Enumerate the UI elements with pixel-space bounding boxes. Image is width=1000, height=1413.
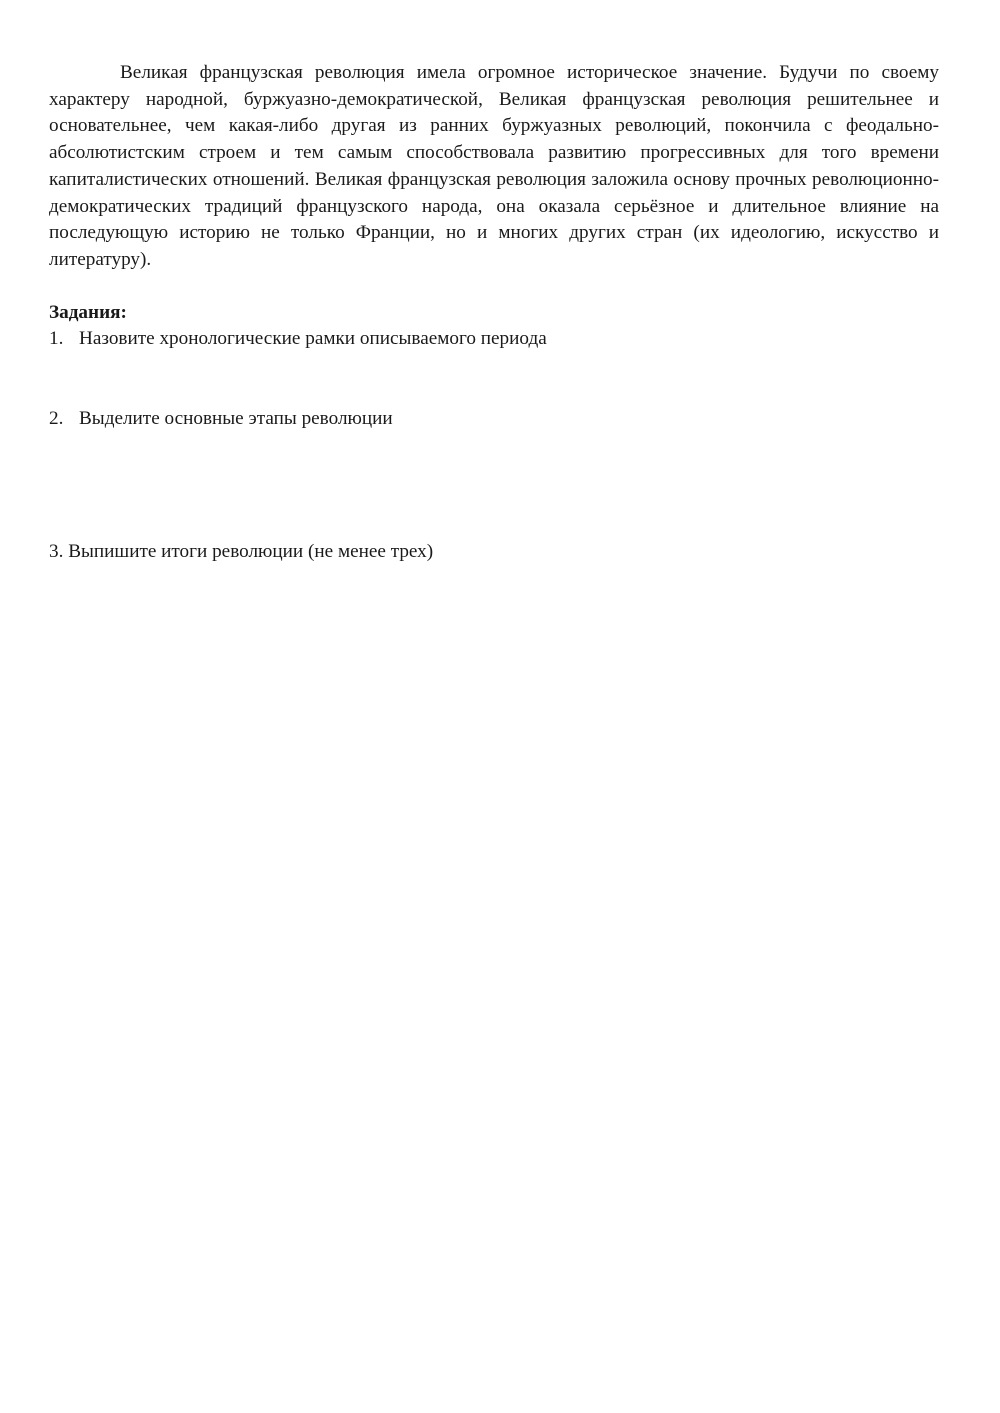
intro-paragraph: Великая французская революция имела огромное историческое значение. Будучи по своему характеру народной, буржуазно-демократической, Великая французская революция решительнее и основательнее, чем какая-либо другая из ранних буржуазных революций, покончила с феодально-абсолютистским строем и тем самым способствовала развитию прогрессивных для того времени капиталистических отношений. Великая французская революция заложила основу прочных революционно-демократических традиций французского народа, она оказала серьёзное и длительное влияние на последующую историю не только Франции, но и многих других стран (их идеологию, искусство и литературу). (49, 62, 939, 270)
task-text-1: Назовите хронологические рамки описываемого периода (79, 328, 547, 349)
task-item-1 (49, 326, 547, 352)
task-number-1: 1. (49, 328, 64, 349)
task-text-2: Выделите основные этапы революции (79, 408, 393, 429)
task-item-3 (49, 539, 433, 565)
task-text-3: Выпишите итоги революции (не менее трех) (68, 541, 434, 562)
task-number-2: 2. (49, 408, 64, 429)
task-item-2 (49, 406, 393, 432)
tasks-heading: Задания: (49, 302, 127, 323)
task-number-3: 3. (49, 541, 64, 562)
